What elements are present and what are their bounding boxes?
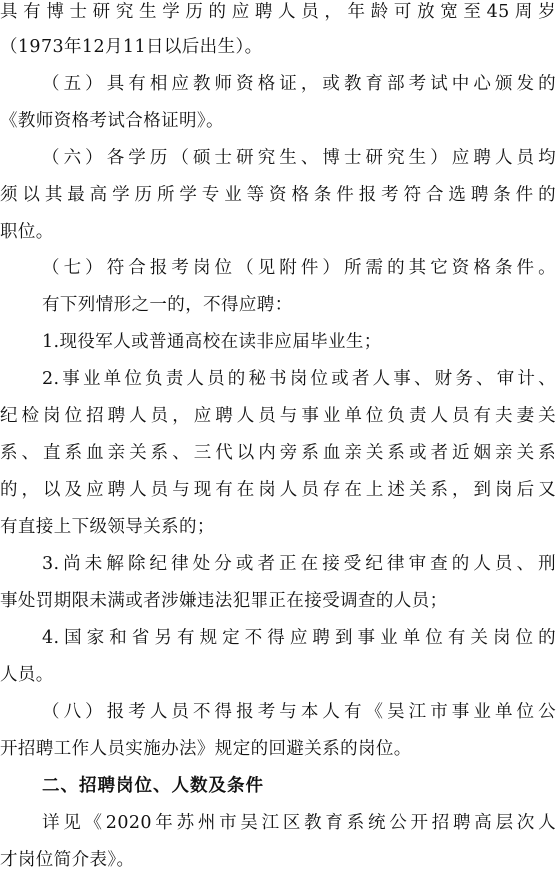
text-line: 系、直系血亲关系、三代以内旁系血亲关系或者近姻亲关系 (0, 443, 556, 463)
text-line: 具有博士研究生学历的应聘人员，年龄可放宽至45周岁 (0, 2, 556, 22)
text-line: 1.现役军人或普通高校在读非应届毕业生； (42, 332, 382, 352)
text-line: 职位。 (0, 222, 54, 242)
text-line: 须以其最高学历所学专业等资格条件报考符合选聘条件的 (0, 185, 556, 205)
text-line: 才岗位简介表》。 (0, 850, 135, 870)
text-line: 4.国家和省另有规定不得应聘到事业单位有关岗位的 (42, 628, 556, 648)
text-line: （五）具有相应教师资格证，或教育部考试中心颁发的 (42, 74, 556, 94)
text-line: 有下列情形之一的，不得应聘： (42, 295, 293, 315)
text-line: （1973年12月11日以后出生）。 (0, 37, 263, 57)
text-line: 纪检岗位招聘人员，应聘人员与事业单位负责人员有夫妻关 (0, 406, 556, 426)
text-line: 的，以及应聘人员与现有在岗人员存在上述关系，到岗后又 (0, 480, 556, 500)
text-line: 3.尚未解除纪律处分或者正在接受纪律审查的人员、刑 (42, 554, 556, 574)
text-line: 详见《2020年苏州市吴江区教育系统公开招聘高层次人 (42, 813, 556, 833)
text-line: 有直接上下级领导关系的； (0, 517, 215, 537)
section-heading: 二、招聘岗位、人数及条件 (42, 776, 264, 796)
text-line: （八）报考人员不得报考与本人有《吴江市事业单位公 (42, 702, 556, 722)
text-line: 《教师资格考试合格证明》。 (0, 111, 224, 131)
text-line: （六）各学历（硕士研究生、博士研究生）应聘人员均 (42, 148, 556, 168)
text-line: 事处罚期限未满或者涉嫌违法犯罪正在接受调查的人员； (0, 591, 448, 611)
text-line: 人员。 (0, 665, 54, 685)
text-line: 开招聘工作人员实施办法》规定的回避关系的岗位。 (0, 739, 412, 759)
text-line: 2.事业单位负责人员的秘书岗位或者人事、财务、审计、 (42, 369, 556, 389)
text-line: （七）符合报考岗位（见附件）所需的其它资格条件。 (42, 258, 556, 278)
